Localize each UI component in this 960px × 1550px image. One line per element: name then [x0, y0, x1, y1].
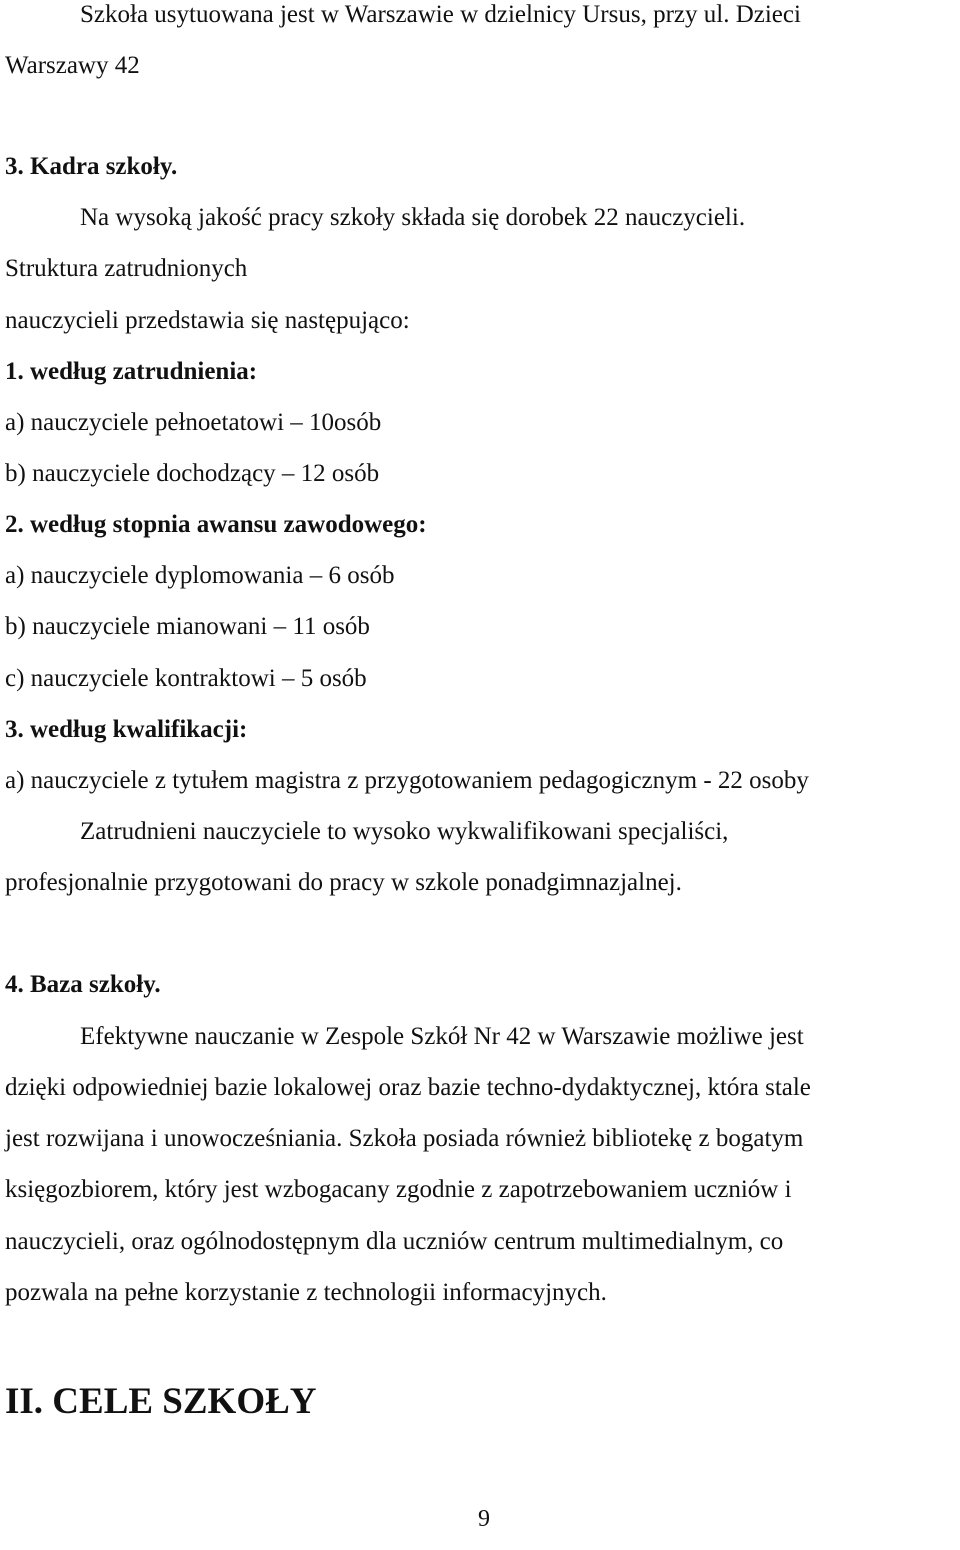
staff-summary-line-1: Zatrudnieni nauczyciele to wysoko wykwalifikowani specjaliści, — [80, 818, 729, 845]
base-paragraph-line-4: księgozbiorem, który jest wzbogacany zgodnie z zapotrzebowaniem uczniów i — [5, 1176, 792, 1203]
qualification-heading: 3. według kwalifikacji: — [5, 716, 248, 743]
qualification-item: a) nauczyciele z tytułem magistra z przygotowaniem pedagogicznym - 22 osoby — [5, 767, 809, 794]
base-paragraph-line-3: jest rozwijana i unowocześniania. Szkoła posiada również bibliotekę z bogatym — [5, 1125, 804, 1152]
staff-intro-line-1: Na wysoką jakość pracy szkoły składa się dorobek 22 nauczycieli. — [80, 204, 746, 231]
base-paragraph-line-6: pozwala na pełne korzystanie z technologii informacyjnych. — [5, 1279, 607, 1306]
location-line-1: Szkoła usytuowana jest w Warszawie w dzielnicy Ursus, przy ul. Dzieci — [80, 1, 801, 28]
rank-item: c) nauczyciele kontraktowi – 5 osób — [5, 665, 367, 692]
base-paragraph-line-1: Efektywne nauczanie w Zespole Szkół Nr 42 w Warszawie możliwe jest — [80, 1023, 804, 1050]
rank-item: b) nauczyciele mianowani – 11 osób — [5, 613, 370, 640]
location-line-2: Warszawy 42 — [5, 52, 140, 79]
rank-heading: 2. według stopnia awansu zawodowego: — [5, 511, 427, 538]
staff-summary-line-2: profesjonalnie przygotowani do pracy w szkole ponadgimnazjalnej. — [5, 869, 682, 896]
staff-intro-line-2: Struktura zatrudnionych — [5, 255, 248, 282]
rank-item: a) nauczyciele dyplomowania – 6 osób — [5, 562, 395, 589]
section-title: II. CELE SZKOŁY — [5, 1381, 317, 1422]
employment-heading: 1. według zatrudnienia: — [5, 358, 258, 385]
page-number: 9 — [478, 1506, 490, 1532]
employment-item: b) nauczyciele dochodzący – 12 osób — [5, 460, 380, 487]
employment-item: a) nauczyciele pełnoetatowi – 10osób — [5, 409, 382, 436]
base-heading: 4. Baza szkoły. — [5, 971, 161, 998]
base-paragraph-line-2: dzięki odpowiedniej bazie lokalowej oraz bazie techno-dydaktycznej, która stale — [5, 1074, 811, 1101]
base-paragraph-line-5: nauczycieli, oraz ogólnodostępnym dla uczniów centrum multimedialnym, co — [5, 1228, 784, 1255]
staff-heading: 3. Kadra szkoły. — [5, 153, 178, 180]
staff-intro-line-3: nauczycieli przedstawia się następująco: — [5, 307, 410, 334]
